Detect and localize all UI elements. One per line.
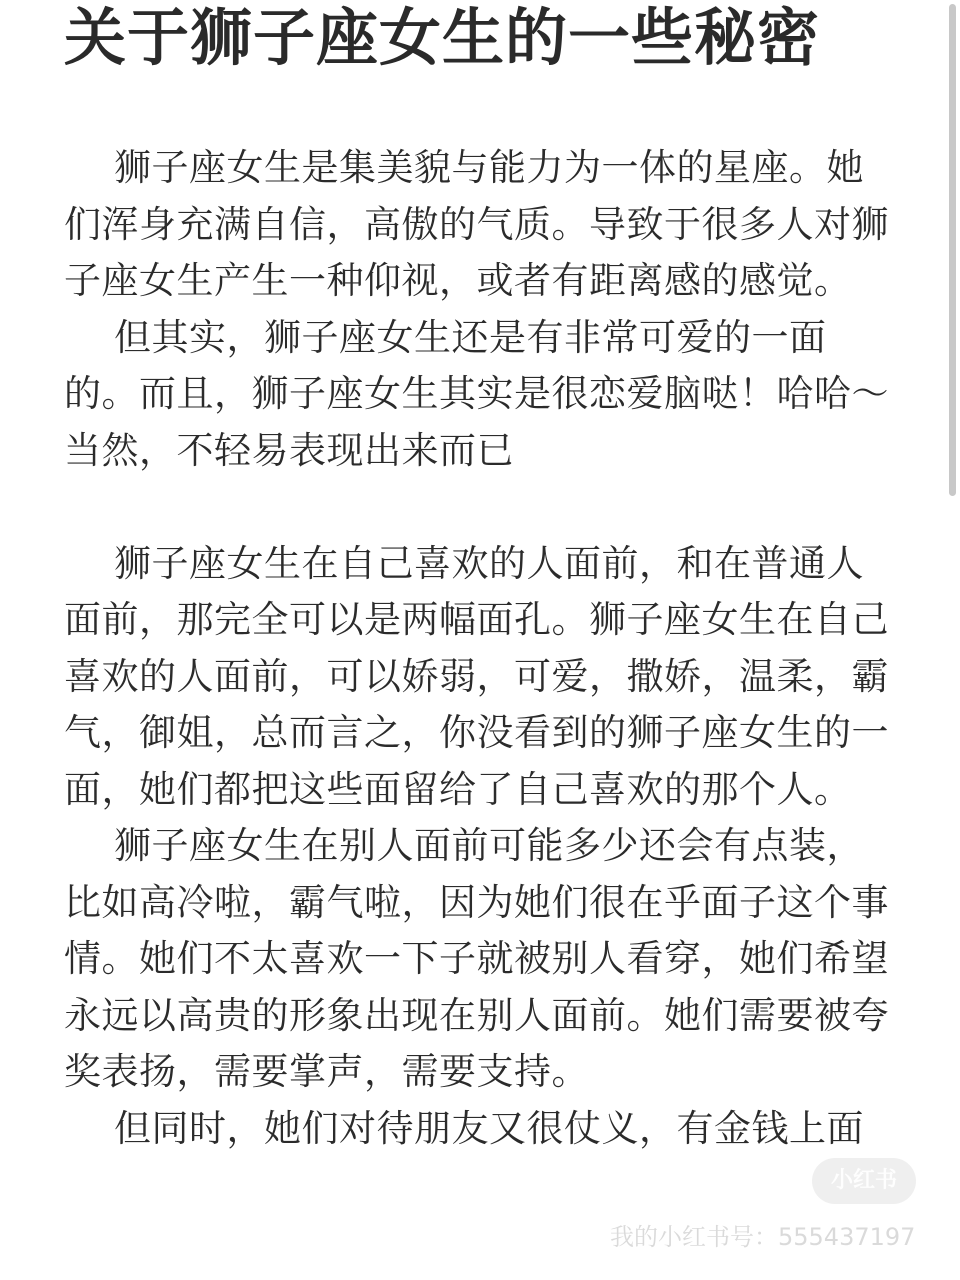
paragraph-pride: 狮子座女生在别人面前可能多少还会有点装，比如高冷啦，霸气啦，因为她们很在乎面子这个事情。她们不太喜欢一下子就被别人看穿，她们希望永远以高贵的形象出现在别人面前。她们需要被夸奖表扬，需要掌声，需要支持。 xyxy=(64,824,889,1093)
post-title: 关于狮子座女生的一些秘密 xyxy=(64,1,821,74)
scrollbar-thumb[interactable] xyxy=(949,4,956,496)
paragraph-cute-side: 但其实，狮子座女生还是有非常可爱的一面的。而且，狮子座女生其实是很恋爱脑哒！哈哈～当然，不轻易表现出来而已 xyxy=(64,315,889,472)
xiaohongshu-logo: 小红书 xyxy=(812,1158,916,1204)
post-body xyxy=(64,140,894,1157)
paragraph-intro: 狮子座女生是集美貌与能力为一体的星座。她们浑身充满自信，高傲的气质。导致于很多人对狮子座女生产生一种仰视，或者有距离感的感觉。 xyxy=(64,146,889,302)
watermark-account-id: 我的小红书号：555437197 xyxy=(610,1223,916,1251)
paragraph-two-faces: 狮子座女生在自己喜欢的人面前，和在普通人面前，那完全可以是两幅面孔。狮子座女生在自己喜欢的人面前，可以娇弱，可爱，撒娇，温柔，霸气，御姐，总而言之，你没看到的狮子座女生的一面，她们都把这些面留给了自己喜欢的那个人。 xyxy=(64,541,889,811)
paragraph-spacer xyxy=(64,479,894,536)
paragraph-loyalty: 但同时，她们对待朋友又很仗义，有金钱上面 xyxy=(114,1106,864,1150)
